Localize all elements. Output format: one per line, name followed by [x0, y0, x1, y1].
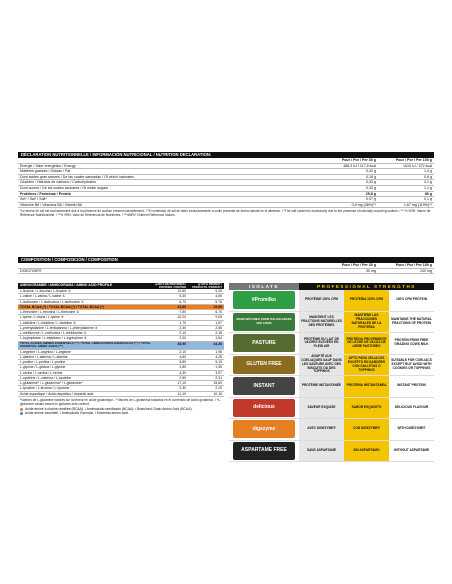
strength-fr: PROTÉINE 100% CFM	[299, 290, 344, 311]
strength-row	[229, 398, 434, 420]
nutrition-value-30g: 0,42 g	[366, 169, 376, 174]
strength-logo	[229, 290, 299, 311]
strengths-panel	[229, 283, 434, 573]
amino-value-product: 5,76	[215, 299, 222, 304]
amino-value-protein: 5,80	[179, 360, 186, 365]
strength-row	[229, 290, 434, 312]
strength-row	[229, 376, 434, 398]
amino-value-protein: 2,30	[179, 386, 186, 391]
amino-value-product: 2,16	[215, 331, 222, 335]
amino-label: L-leucine / L-leucina / L-leucine ①	[20, 289, 71, 293]
amino-value-product: 44,36	[213, 341, 222, 346]
amino-label: L-proline / L-prolina / L-proline	[20, 360, 66, 365]
amino-value-protein: 6,70	[179, 299, 186, 304]
nutrition-header: DÉCLARATION NUTRITIONNELLE / INFORMACIÓN NUTRICIONAL / NUTRITION DECLARATION:	[18, 152, 434, 158]
amino-label: L-tyrosine / L-tirosina / L-tyrosine	[20, 386, 70, 391]
amino-label: L-serine / L-serina / L-serine	[20, 370, 63, 375]
strength-row	[229, 312, 434, 334]
composition-col1: Pour / Por / Per 30 g	[341, 263, 376, 267]
amino-value-protein: 5,30	[179, 294, 186, 299]
amino-label: L-méthionine / L-metionina / L-methionine ②	[20, 331, 87, 335]
amino-value-protein: 4,80	[179, 354, 186, 359]
amino-label: L-arginine / L-arginina / L-arginine	[20, 349, 71, 354]
amino-label: TOTAL ACIDES AMINÉS ESSENTIELS (**) / TOTAL AMINOÁCIDOS ESENCIALES (**) / TOTAL ESSENTIAL AMINO ACIDS (**)	[20, 341, 151, 349]
nutrition-value-100g: 0,1 g	[424, 197, 432, 202]
strength-es: APTO PARA CELIACOS EXCEPTO EN SABORES CON GALLETAS O TOPPINGS	[344, 355, 389, 376]
strength-logo	[229, 419, 299, 440]
strength-logo	[229, 441, 299, 462]
amino-value-protein: 48,90	[177, 341, 186, 346]
amino-value-protein: 2,50	[179, 375, 186, 380]
strength-es: PROTEÍNA INSTANTÁNEA	[344, 376, 389, 397]
composition-value-30g: 30 mg	[366, 268, 376, 273]
composition-header: COMPOSITION / COMPOSICIÓN / COMPOSITION	[18, 257, 434, 263]
strength-es: SABOR EXQUISITO	[344, 398, 389, 419]
strength-en: 100% CFM PROTEIN	[396, 297, 427, 302]
strength-fr: SANS ASPARTAME	[299, 441, 344, 462]
strength-row	[229, 355, 434, 377]
amino-header: AMINOGRAMME / AMINOGRAMA / AMINO ACID PROFILE	[20, 283, 113, 287]
composition-col2: Pour / Por / Per 100 g	[395, 263, 432, 267]
amino-label: L-valine / L-valina / L-valine ①	[20, 294, 66, 299]
amino-value-product: 1,57	[215, 320, 222, 325]
amino-label: L-glycine / L-glicina / L-glycine	[20, 365, 66, 370]
amino-legend-text: Acide aminé à chaîne ramifiée (BCAA). / Aminoácido ramificado (BCAA). / Branched Chain Amino Acid (BCAA).	[25, 406, 193, 411]
amino-value-product: 15,60	[213, 381, 222, 386]
strength-logo	[229, 333, 299, 354]
amino-col2: g/ 100 G PRODUIT / PRODUCTO / PRODUCT	[192, 283, 222, 289]
amino-value-protein: 2,10	[179, 349, 186, 354]
nutrition-value-30g: 488,3 kJ / 117,8 kcal	[343, 163, 376, 168]
strength-en: DELICIOUS FLAVOUR	[394, 404, 429, 409]
nutrition-table	[18, 152, 434, 218]
nutrition-note: *Le teneur en sel est exclusivement due à la présence de sodium présent naturellement. / *El contenido de sal de debe exclusivamente a sodio presente de forma natural en el alimento. / *The salt content is exclusively due to the presence of naturally occurring sodium. / ** % VNR: Valeur de Référence Nutritionnelle. / **% VRN: Valor de Referencia de Nutrientes. / **%NRV: Nutrient Reference Values.	[20, 209, 431, 218]
isolate-label: ISOLATE	[229, 283, 299, 290]
amino-value-product: 2,31	[215, 375, 222, 380]
strength-fr: ADAPTÉ AUX COELIAQUES SAUF DANS LES SAVEURS AVEC DES BISCUITS OU DES TOPPINGS	[299, 355, 344, 376]
amino-value-product: 2,66	[215, 325, 222, 330]
strength-logo-icon: #Promilko	[233, 291, 295, 309]
amino-value-protein: 1,80	[179, 365, 186, 370]
nutrition-value-100g: 1,1 g	[424, 185, 432, 190]
strength-logo-icon: PASTURE	[233, 334, 295, 352]
amino-value-product: 4,25	[215, 354, 222, 359]
amino-value-product: 9,05	[215, 315, 222, 320]
strength-logo-icon: delicious	[233, 399, 295, 417]
amino-legend-text: Acide aminé essentiel. / Aminoácido Esencial. / Essential amino acid.	[25, 411, 129, 416]
strength-logo-icon: INSTANT	[233, 377, 295, 395]
amino-footnote: *Valeurs de L-glutamine basées sur la teneur en acide glutamique. / *Valores de L-glutamina basados en el contenido de ácido glutámico. / *L-glutamine values based on glutamic acid content.	[20, 397, 221, 406]
amino-value-protein: 22,80	[177, 304, 186, 309]
nutrition-rows	[18, 164, 434, 209]
strengths-title: PROFESSIONAL STRENGTHS	[317, 284, 416, 289]
amino-value-product: 6,70	[215, 310, 222, 314]
amino-legend	[18, 407, 224, 416]
amino-legend-item	[18, 411, 224, 415]
amino-value-protein: 4,30	[179, 370, 186, 375]
strength-logo-icon: ASPARTAME FREE	[233, 442, 295, 460]
nutrition-value-100g: 86 g	[424, 191, 432, 196]
amino-value-protein: 10,20	[177, 315, 186, 320]
strength-en: SUITABLE FOR COELIACS EXCEPT BUY AVOID WITH COOKIES OR TOPPINGS	[391, 358, 432, 370]
nutrition-value-100g: 1,67 mg (119%)**	[403, 202, 432, 207]
strength-es: PROTEÍNA 100% CFM	[344, 290, 389, 311]
strength-es: PROTEÍNA PROVENIENTE DE LECHE DE VACAS DE LIBRE PASTOREO	[344, 333, 389, 354]
amino-label: Acide aspartique / Ácido aspártico / Aspartic acid	[20, 391, 94, 396]
amino-value-protein: 1,70	[179, 320, 186, 325]
nutrition-label: Énergie / Valor energético / Energy	[20, 163, 76, 168]
amino-value-product: 2,20	[215, 386, 222, 391]
amino-label: L-tryptophane / L-triptófano / L-tryptophan ②	[20, 336, 87, 341]
amino-label: L-cystéine / L-cisteína / L-cysteine	[20, 375, 72, 380]
strength-row	[229, 333, 434, 355]
amino-value-product: 4,56	[215, 294, 222, 299]
strengths-header	[229, 283, 434, 290]
amino-value-protein: 2,00	[179, 336, 186, 341]
amino-value-product: 5,19	[215, 360, 222, 365]
amino-value-product: 1,55	[215, 365, 222, 370]
composition-label: DIGEZYME®	[20, 268, 42, 273]
amino-label: TOTAL BCAA (*) / TOTAL BCAA (*) / TOTAL BCAA (*)	[20, 304, 104, 309]
nutrition-value-30g: 25,8 g	[365, 191, 376, 196]
amino-value-protein: 7,80	[179, 310, 186, 314]
strength-fr: AVEC DIGEZYME®	[299, 419, 344, 440]
strength-logo-icon: digezyme	[233, 420, 295, 438]
nutrition-col1: Pour / Por / Per 30 g	[341, 158, 376, 162]
nutrition-value-100g: 1515 kJ / 372 kcal	[403, 163, 432, 168]
strength-es: SIN ASPARTAMO	[344, 441, 389, 462]
amino-col1: g/100 G DE PROTÉINES / PROTEÍNA / PROTEIN	[155, 283, 186, 289]
strength-logo	[229, 312, 299, 333]
nutrition-label: Vitamine B6 / Vitamina B6 / Vitamin B6	[20, 202, 82, 207]
nutrition-value-30g: 0,33 g	[366, 185, 376, 190]
amino-label: L-lysine / L-lisina / L-lysine ②	[20, 315, 64, 320]
strength-es: MANTIENE LAS FRACCIONES NATURALES DE LA PROTEÍNA	[344, 312, 389, 333]
amino-value-protein: 2,30	[179, 325, 186, 330]
amino-label: L-thréonine / L-treonina / L-threonine ②	[20, 310, 80, 314]
nutrition-value-100g: 1,4 g	[424, 169, 432, 174]
amino-label: L-isoleucine / L-isoleucina / L-isoleucine ①	[20, 299, 84, 304]
legend-dot-icon	[20, 408, 23, 411]
nutrition-value-100g: 0,6 g	[424, 174, 432, 179]
nutrition-value-30g: 0,18 g	[366, 174, 376, 179]
strength-row	[229, 441, 434, 463]
amino-rows	[18, 289, 224, 397]
legend-dot-icon	[20, 412, 23, 415]
strength-fr: PROTÉINE INSTANTANÉE	[299, 376, 344, 397]
strength-logo	[229, 355, 299, 376]
strength-fr: PROTÉINE DU LAIT DE VACHES ÉLEVÉES EN PLEIN AIR	[299, 333, 344, 354]
amino-value-product: 10,16	[213, 391, 222, 396]
strength-logo-icon: MADE WITH MILK FROM ITALIAN GRASS FED COWS	[233, 313, 295, 331]
strength-en: INSTANT PROTEIN	[397, 383, 426, 388]
amino-label: L-alanine / L-alanina / L-alanine	[20, 354, 68, 359]
composition-row	[18, 269, 434, 275]
composition-rows	[18, 269, 434, 275]
nutrition-value-30g: 0,93 g	[366, 180, 376, 185]
amino-value-product: 1,54	[215, 336, 222, 341]
strength-fr: SAVEUR EXQUISE	[299, 398, 344, 419]
strength-logo	[229, 376, 299, 397]
strengths-rows	[229, 290, 434, 462]
amino-value-product: 9,26	[215, 289, 222, 293]
composition-value-100g: 100 mg	[420, 268, 432, 273]
strength-logo-icon: GLUTEN FREE	[233, 356, 295, 374]
amino-value-product: 3,97	[215, 370, 222, 375]
amino-value-product: 1,96	[215, 349, 222, 354]
nutrition-value-100g: 3,1 g	[424, 180, 432, 185]
amino-value-protein: 17,10	[177, 381, 186, 386]
strength-en: WITH DIGEZYME®	[397, 426, 426, 431]
strength-es: CON DIGEZYME®	[344, 419, 389, 440]
amino-row	[18, 342, 224, 350]
amino-label: L-histidine / L-histidina / L-histidine ②	[20, 320, 76, 325]
nutrition-label: Matières grasses / Grasas / Fat	[20, 169, 71, 174]
nutrition-label: Protéines / Proteínas / Protein	[20, 191, 72, 196]
strength-logo	[229, 398, 299, 419]
nutrition-value-30g: 0,07 g	[366, 197, 376, 202]
nutrition-label: Sel* / Sal* / Salt*	[20, 197, 47, 202]
amino-label: L-phénylalanine / L-fenilalanina / L-phenylalanine ②	[20, 325, 98, 330]
nutrition-label: Glucides / Hidratos de carbono / Carbohydrates	[20, 180, 96, 185]
strength-row	[229, 419, 434, 441]
composition-table	[18, 257, 434, 274]
strength-en: PROTEIN FROM FREE GRAZING COWS MILK	[394, 338, 429, 347]
amino-label: L-glutamine* / L-glutamina* / L-glutamine*	[20, 381, 83, 386]
amino-value-protein: 11,10	[177, 391, 186, 396]
strength-en: WITHOUT ASPARTAME	[393, 447, 430, 452]
strength-en: MAINTAINS THE NATURAL FRACTIONS OF PROTEIN	[391, 316, 432, 325]
amino-table	[18, 283, 224, 416]
nutrition-label: Dont acides gras saturés / De las cuales saturadas / Of which saturates	[20, 174, 134, 179]
nutrition-value-30g: 0,5 mg (36%)**	[351, 202, 376, 207]
amino-value-protein: 2,10	[179, 331, 186, 335]
nutrition-col2: Pour / Por / Per 100 g	[395, 158, 432, 162]
strength-fr: MAINTIENT LES FRACTIONS NATURELLES DES PROTÉINES	[299, 312, 344, 333]
amino-value-protein: 10,80	[177, 289, 186, 293]
amino-value-product: 19,58	[213, 304, 222, 309]
nutrition-label: Dont sucres / De los cuales azúcares / Of which sugars	[20, 185, 109, 190]
